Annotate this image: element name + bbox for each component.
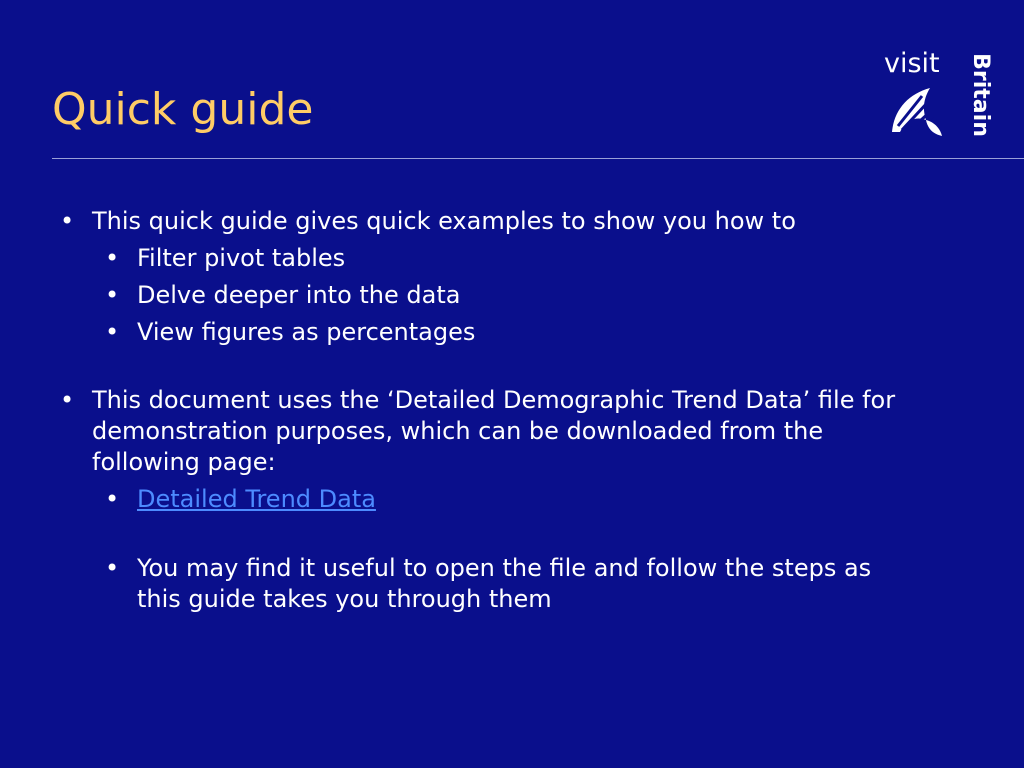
bullet-intro: • This quick guide gives quick examples to show you how to: [56, 206, 916, 237]
sub-bullet-percentages: • View figures as percentages: [56, 317, 916, 348]
sub-bullet-open-file-note: • You may find it useful to open the file and follow the steps as this guide takes you through them: [56, 553, 916, 615]
sub-bullet-filter-pivot-tables: • Filter pivot tables: [56, 243, 916, 274]
visitbritain-logo: [884, 48, 993, 148]
lion-unicorn-emblem-icon: [886, 80, 946, 140]
logo-visit-text: visit: [884, 48, 940, 79]
sub-bullet-delve-deeper: • Delve deeper into the data: [56, 280, 916, 311]
bullet-document-source: • This document uses the ‘Detailed Demographic Trend Data’ file for demonstration purposes, which can be downloaded from the following page:: [56, 385, 916, 478]
logo-britain-text: Britain: [968, 53, 993, 137]
slide-body: [56, 206, 916, 615]
slide-title: Quick guide: [52, 84, 314, 135]
title-divider: [52, 158, 1024, 159]
detailed-trend-data-link[interactable]: Detailed Trend Data: [137, 485, 376, 513]
sub-bullet-link: [56, 484, 916, 515]
